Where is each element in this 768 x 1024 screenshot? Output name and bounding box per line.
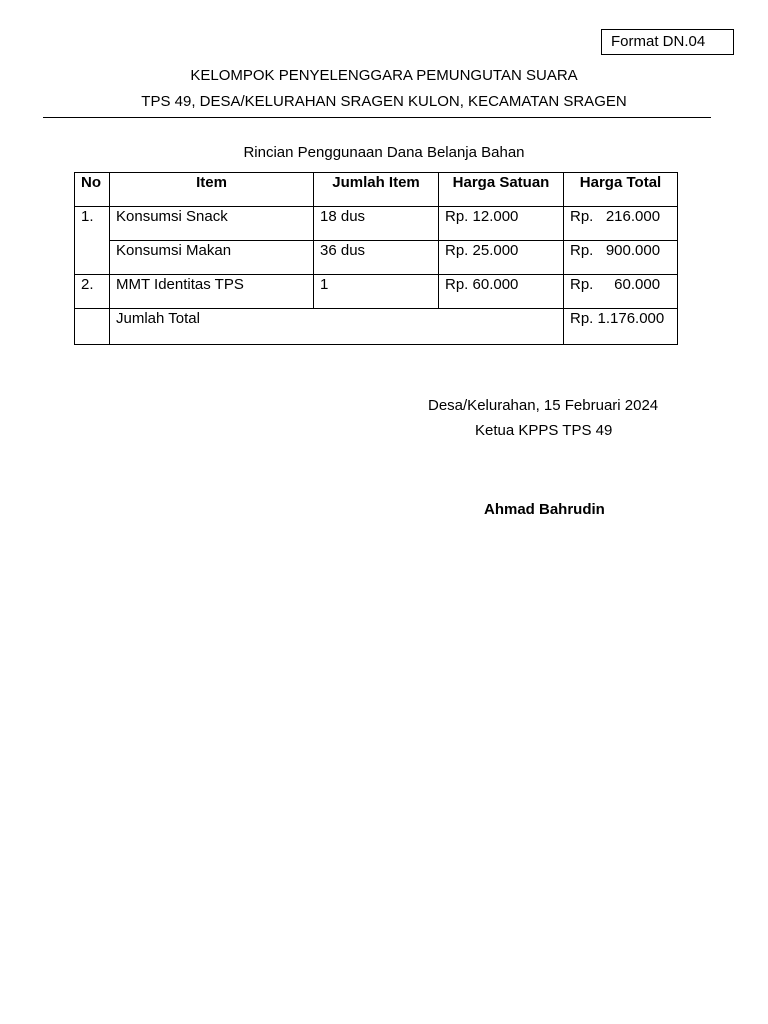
table-row bbox=[75, 275, 678, 309]
format-code-label: Format DN.04 bbox=[601, 29, 734, 55]
table-total-row bbox=[75, 309, 678, 345]
row-jumlah: 36 dus bbox=[314, 241, 439, 275]
row-jumlah: 1 bbox=[314, 275, 439, 309]
header-jumlah-item: Jumlah Item bbox=[314, 173, 439, 207]
header-no: No bbox=[75, 173, 110, 207]
header-harga-total: Harga Total bbox=[564, 173, 678, 207]
header-harga-satuan: Harga Satuan bbox=[439, 173, 564, 207]
signature-role: Ketua KPPS TPS 49 bbox=[475, 422, 613, 439]
header-organization: KELOMPOK PENYELENGGARA PEMUNGUTAN SUARA bbox=[190, 67, 578, 84]
row-no: 2. bbox=[75, 275, 110, 309]
table-row bbox=[75, 207, 678, 241]
row-harga-satuan: Rp. 12.000 bbox=[439, 207, 564, 241]
row-harga-total: Rp. 60.000 bbox=[564, 275, 678, 309]
row-item: MMT Identitas TPS bbox=[110, 275, 314, 309]
expense-table bbox=[74, 172, 678, 345]
table-header-row bbox=[75, 173, 678, 207]
header-item: Item bbox=[110, 173, 314, 207]
table-row bbox=[75, 241, 678, 275]
row-harga-total: Rp. 216.000 bbox=[564, 207, 678, 241]
table-title: Rincian Penggunaan Dana Belanja Bahan bbox=[243, 144, 525, 161]
total-label: Jumlah Total bbox=[110, 309, 564, 345]
signature-place-date: Desa/Kelurahan, 15 Februari 2024 bbox=[428, 397, 659, 414]
signature-name: Ahmad Bahrudin bbox=[484, 501, 605, 518]
row-harga-satuan: Rp. 25.000 bbox=[439, 241, 564, 275]
row-item: Konsumsi Makan bbox=[110, 241, 314, 275]
row-no: 1. bbox=[75, 207, 110, 275]
row-jumlah: 18 dus bbox=[314, 207, 439, 241]
total-value: Rp. 1.176.000 bbox=[564, 309, 678, 345]
row-harga-satuan: Rp. 60.000 bbox=[439, 275, 564, 309]
header-location: TPS 49, DESA/KELURAHAN SRAGEN KULON, KECAMATAN SRAGEN bbox=[141, 93, 627, 110]
row-harga-total: Rp. 900.000 bbox=[564, 241, 678, 275]
row-item: Konsumsi Snack bbox=[110, 207, 314, 241]
header-divider bbox=[43, 117, 711, 118]
total-no-cell bbox=[75, 309, 110, 345]
